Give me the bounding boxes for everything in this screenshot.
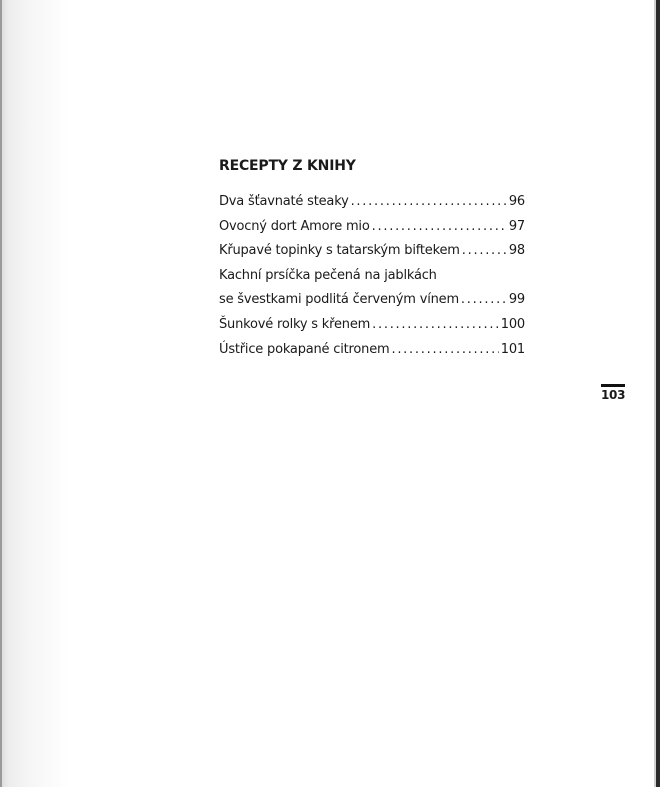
page-left-edge [0,0,2,787]
toc-leader-dots [372,215,507,240]
toc-title: RECEPTY Z KNIHY [219,158,356,174]
toc-entry-page: 99 [508,292,525,308]
toc-entry-title: se švestkami podlitá červeným vínem [219,292,459,308]
toc-entry-title: Dva šťavnaté steaky [219,194,349,209]
toc-entry-page: 100 [500,316,525,332]
toc-leader-dots [461,288,507,313]
toc-entry-title: Ovocný dort Amore mio [219,218,370,234]
toc-entry-title: Šunkové rolky s křenem [219,316,371,332]
toc-entry[interactable] [219,215,525,240]
toc-entry[interactable] [219,338,525,363]
page-number: 103 [601,388,626,402]
toc-entry-title: Ústřice pokapané citronem [219,341,390,357]
toc-entry-page: 97 [508,218,525,234]
toc-entry[interactable] [219,313,525,338]
toc-leader-dots [372,313,499,338]
toc-list [219,190,525,362]
toc-entry-title-line1: Kachní prsíčka pečená na jablkách [219,267,437,283]
toc-entry-page: 98 [508,243,525,259]
toc-leader-dots [351,190,507,215]
toc-entry-page: 96 [508,194,525,209]
toc-leader-dots [462,239,507,264]
page-gutter-shadow [0,0,70,787]
toc-entry-first-line[interactable] [219,264,525,289]
toc-entry-page: 101 [500,341,525,357]
page-right-edge [656,0,660,787]
toc-entry[interactable] [219,190,525,215]
toc-entry-title: Křupavé topinky s tatarským biftekem [219,243,460,259]
toc-entry[interactable] [219,239,525,264]
table-of-contents [219,156,525,362]
toc-entry[interactable] [219,288,525,313]
toc-leader-dots [391,338,498,363]
page-number-block [601,384,625,403]
